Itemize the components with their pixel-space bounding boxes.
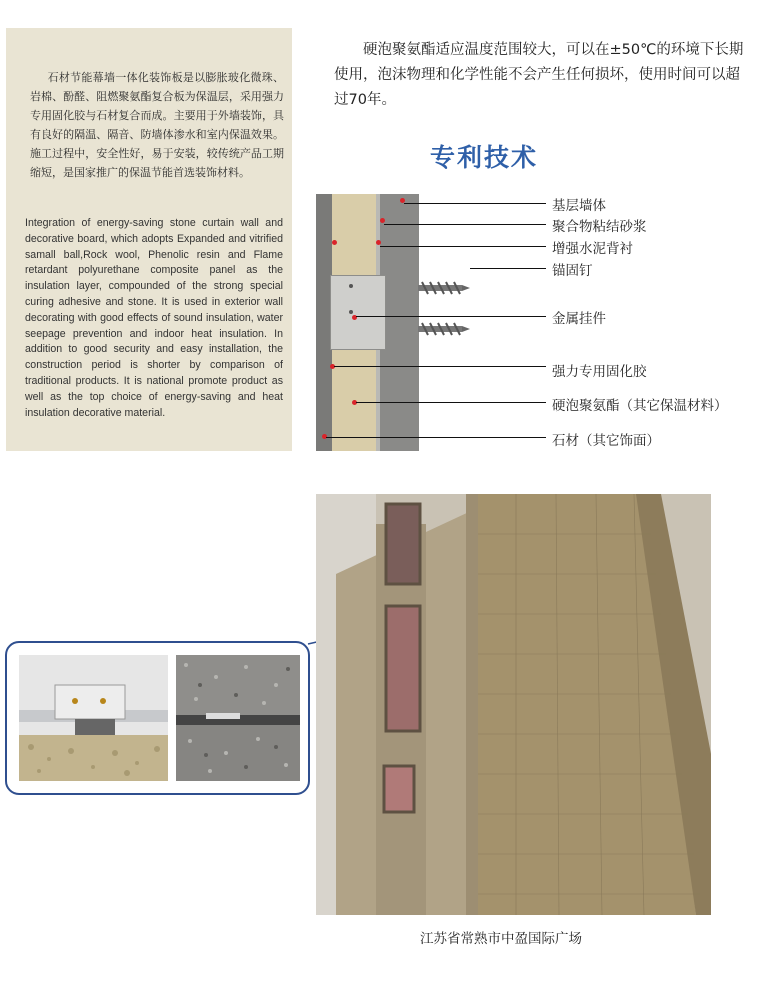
label-metal-bracket: 金属挂件 — [552, 311, 606, 327]
marker-dot — [332, 240, 337, 245]
label-polyurethane-foam: 硬泡聚氨酯（其它保温材料） — [552, 398, 728, 414]
bracket-bolt — [349, 284, 353, 288]
wall-cross-section-diagram — [316, 194, 419, 451]
bracket-detail-photo — [19, 655, 168, 781]
leader-line — [334, 366, 546, 367]
building-photo — [316, 494, 711, 915]
anchor-screw-icon — [418, 320, 470, 338]
intro-panel — [6, 28, 292, 451]
label-polymer-mortar: 聚合物粘结砂浆 — [552, 219, 647, 235]
bracket-bolt — [349, 310, 353, 314]
anchor-screw-icon — [418, 279, 470, 297]
intro-chinese-text: 石材节能幕墙一体化装饰板是以膨胀玻化微珠、岩棉、酚醛、阻燃聚氨酯复合板为保温层，采用强力专用固化胶与石材复合而成。主要用于外墙装饰，具有良好的隔温、隔音、防墙体渗水和室内保温效果。施工过程中，安全性好，易于安装，较传统产品工期缩短，是国家推广的保温节能首选装饰材料。 — [30, 71, 284, 179]
label-stone-facing: 石材（其它饰面） — [552, 433, 660, 449]
intro-english-text: Integration of energy-saving stone curtain wall and decorative board, which adopts Expanded and vitrified samall ball,Rock wool, Phenolic resin and Flame retardant polyurethane composite panel as the insulation layer, compounded of the strong special curing adhesive and stone. It is used in exterior wall decorating with good effects of sound insulation, water seepage prevention and indoor heat insulation. In addition to good security and easy installation, the construction period is shorter by comparison of traditional products. It is national promote product as well as the top choice of energy-saving and heat insulation decorative material. — [25, 217, 283, 419]
marker-dot — [376, 240, 381, 245]
section-title: 专利技术 — [430, 143, 539, 172]
leader-line — [326, 437, 546, 438]
leader-line — [470, 268, 546, 269]
label-cement-backing: 增强水泥背衬 — [552, 241, 633, 257]
detail-inset — [5, 641, 310, 795]
metal-bracket — [330, 275, 386, 350]
temperature-range-text: 硬泡聚氨酯适应温度范围较大，可以在±50℃的环境下长期使用，泡沫物理和化学性能不会产生任何损坏，使用时间可以超过70年。 — [334, 42, 744, 108]
leader-line — [384, 224, 546, 225]
label-curing-adhesive: 强力专用固化胶 — [552, 364, 647, 380]
label-anchor-nail: 锚固钉 — [552, 263, 593, 279]
leader-line — [380, 246, 546, 247]
stone-joint-photo — [176, 655, 300, 781]
label-base-wall: 基层墙体 — [552, 198, 606, 214]
marker-dot — [380, 218, 385, 223]
leader-line — [404, 203, 546, 204]
photo-caption: 江苏省常熟市中盈国际广场 — [420, 931, 582, 947]
leader-line — [356, 316, 546, 317]
leader-line — [356, 402, 546, 403]
